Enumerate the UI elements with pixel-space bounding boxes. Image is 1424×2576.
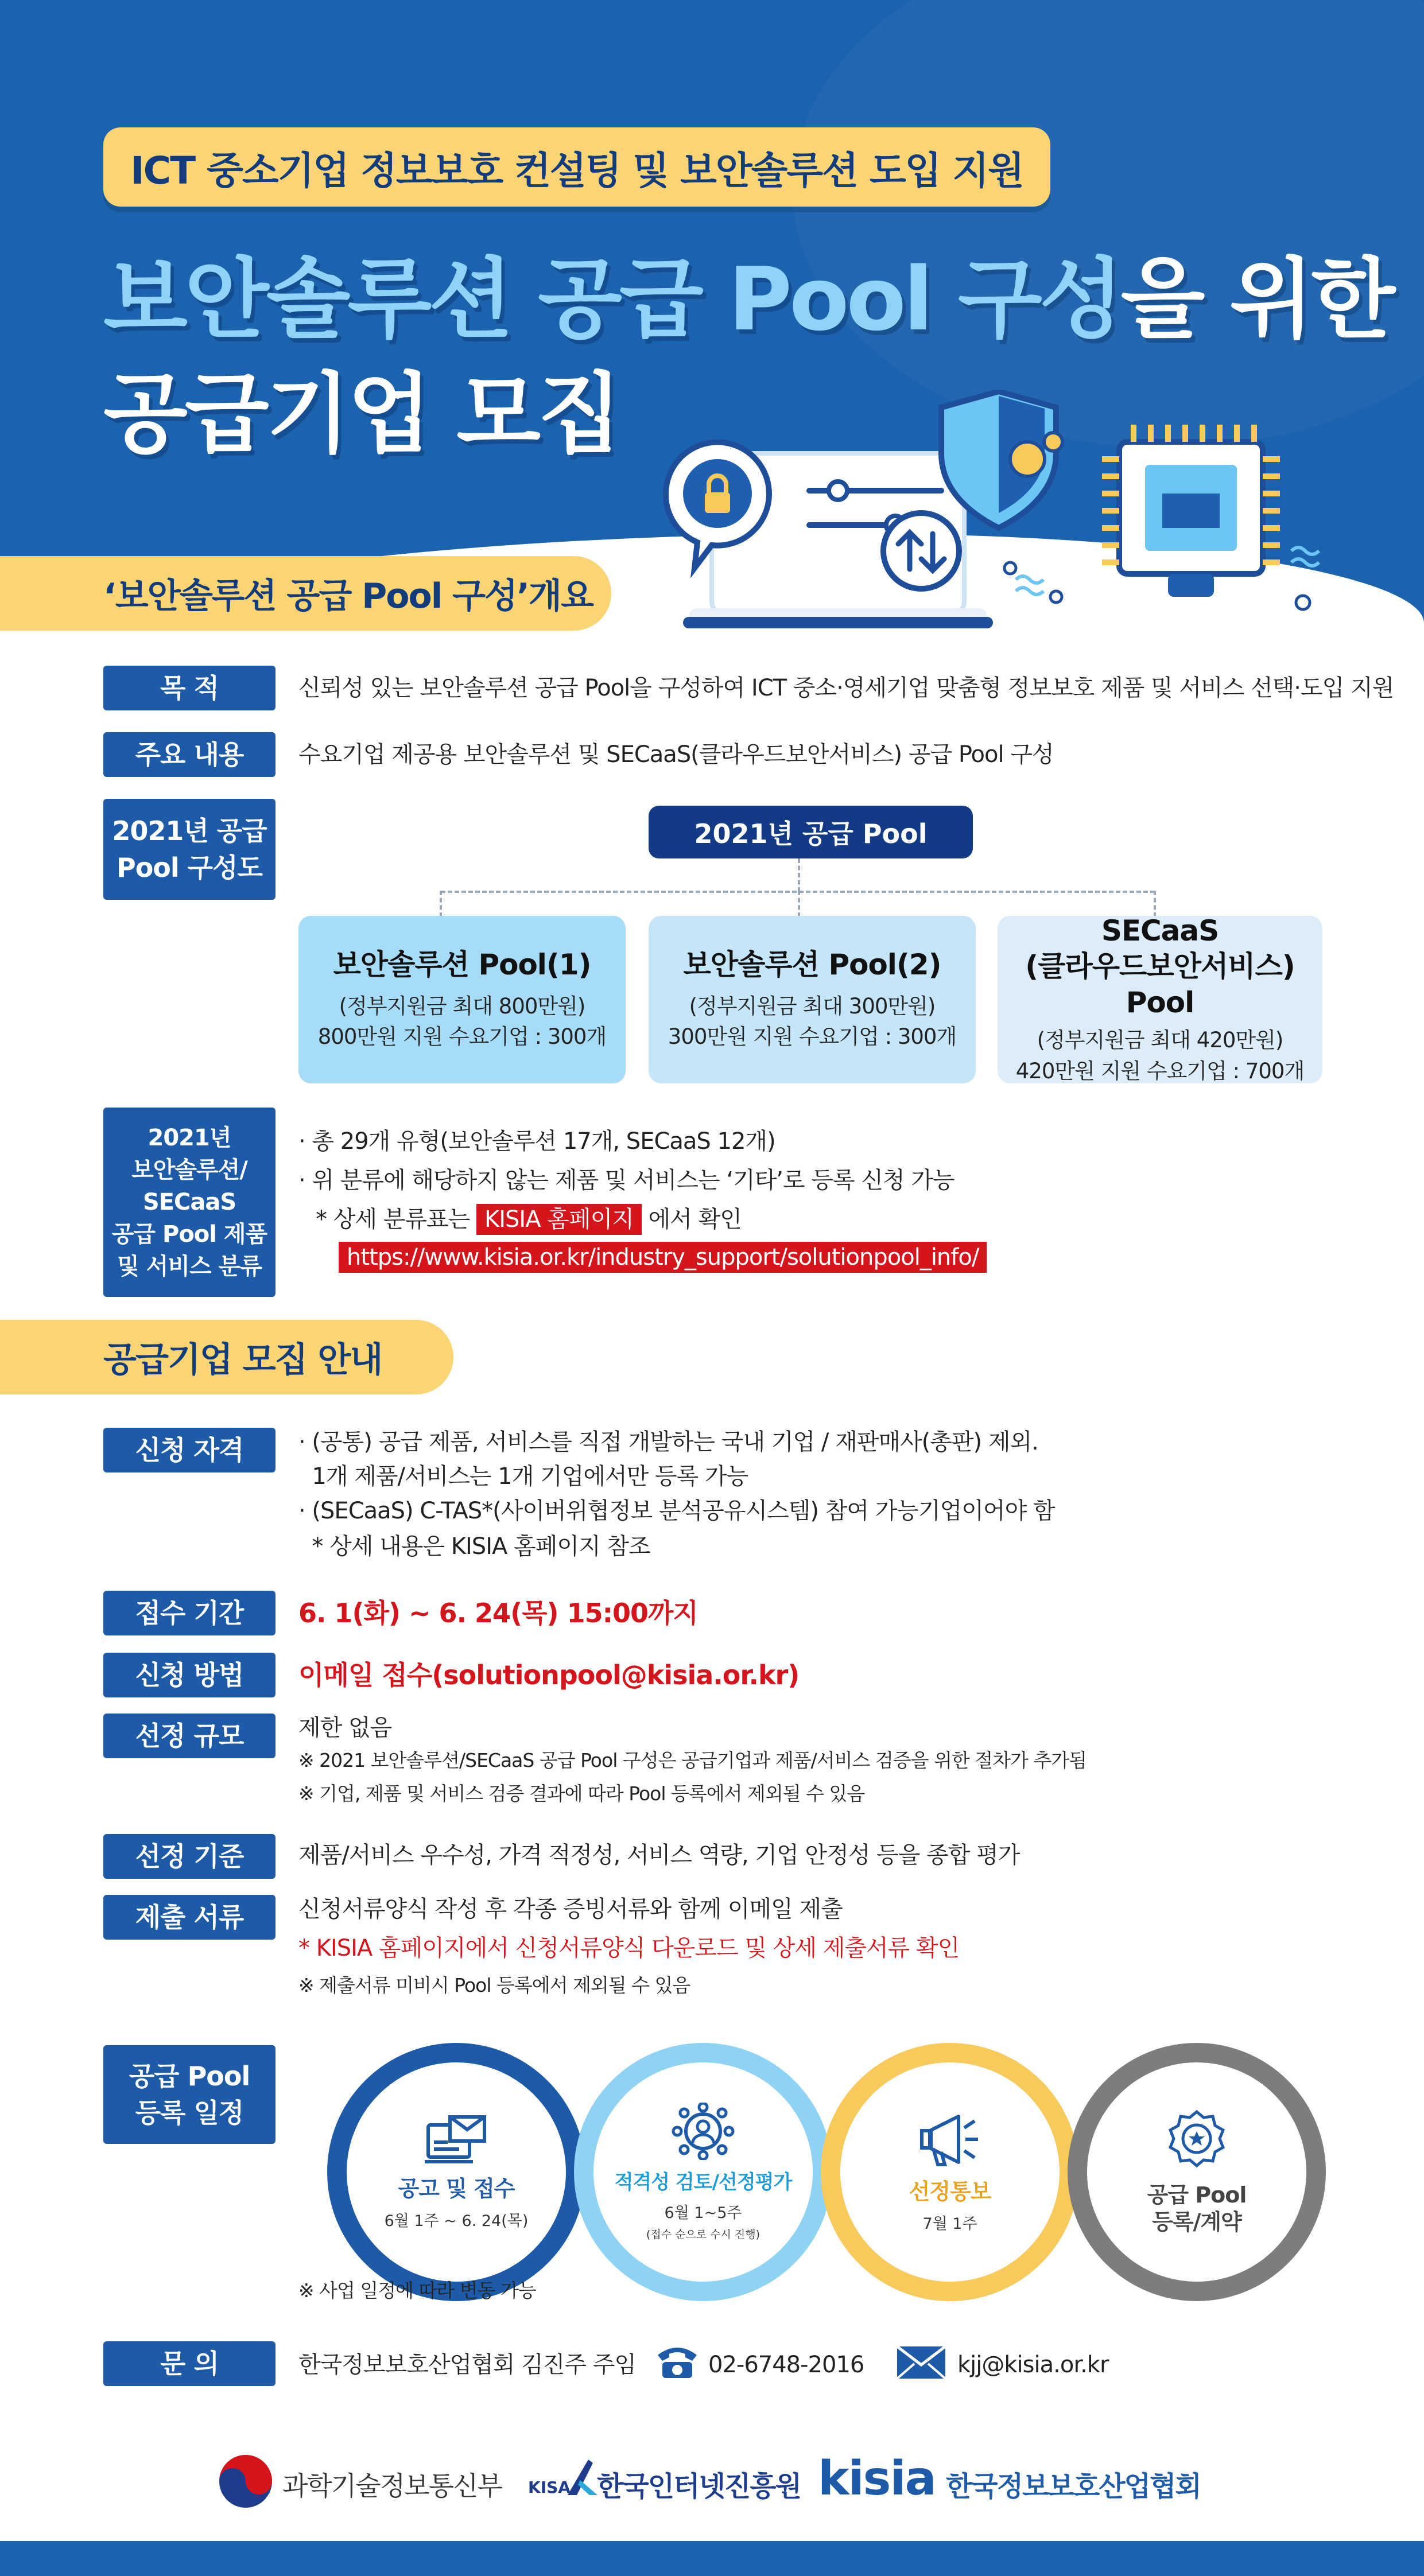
schedule-step-title: 선정통보: [909, 2178, 991, 2204]
footer-logos: [0, 2449, 1424, 2512]
criteria-label: [103, 1834, 276, 1879]
program-subtitle: ICT 중소기업 정보보호 컨설팅 및 보안솔루션 도입 지원: [103, 127, 1050, 207]
classify-line1: · 총 29개 유형(보안솔루션 17개, SECaaS 12개): [298, 1128, 775, 1155]
schedule-step-2: [574, 2043, 832, 2301]
schedule-step-date: 7월 1주: [922, 2215, 977, 2233]
period-text: 6. 1(화) ~ 6. 24(목) 15:00까지: [298, 1598, 698, 1629]
contact-label-text: 문 의: [160, 2348, 219, 2379]
pool-count: 420만원 지원 수요기업 : 700개: [1015, 1058, 1305, 1083]
schedule-step-3: [821, 2043, 1079, 2301]
content-text: 수요기업 제공용 보안솔루션 및 SECaaS(클라우드보안서비스) 공급 Pool 구성: [298, 741, 1054, 768]
pool-subsidy: (정부지원금 최대 300만원): [689, 993, 936, 1019]
schedule-step-title: 적격성 검토/선정평가: [614, 2170, 792, 2194]
recruit-section-title: 공급기업 모집 안내: [0, 1320, 453, 1394]
classify-line3-post: 에서 확인: [648, 1206, 742, 1233]
megaphone-icon: [918, 2111, 981, 2168]
pool-box-solution-1: [298, 916, 626, 1083]
qualification-label: [103, 1428, 276, 1472]
pool-title: SECaaS (클라우드보안서비스) Pool: [1025, 914, 1295, 1019]
schedule-label: [103, 2045, 276, 2144]
classify-line2: · 위 분류에 해당하지 않는 제품 및 서비스는 ‘기타’로 등록 신청 가능: [298, 1167, 954, 1194]
schedule-step-1: [327, 2043, 585, 2301]
mail-icon: [425, 2113, 488, 2165]
pool-box-solution-2: [649, 916, 976, 1083]
documents-text: 신청서류양식 작성 후 각종 증빙서류와 함께 이메일 제출: [298, 1896, 843, 1922]
security-illustration: [643, 390, 1332, 631]
structure-label: [103, 799, 276, 900]
classify-url-link[interactable]: https://www.kisia.or.kr/industry_support/solutionpool_info/: [339, 1242, 987, 1273]
qualification-line: · (공통) 공급 제품, 서비스를 직접 개발하는 국내 기업 / 재판매사(총판) 제외.: [298, 1429, 1038, 1455]
qualification-line: 1개 제품/서비스는 1개 기업에서만 등록 가능: [298, 1463, 748, 1490]
main-title-line1: [103, 230, 1392, 355]
schedule-step-title: 공급 Pool 등록/계약: [1147, 2182, 1247, 2235]
method-text: 이메일 접수(solutionpool@kisia.or.kr): [298, 1660, 800, 1691]
qualification-line: * 상세 내용은 KISIA 홈페이지 참조: [298, 1533, 650, 1560]
sync-arrows-icon: [883, 513, 959, 589]
main-title-line2: 공급기업 모집: [103, 363, 619, 465]
contact-label: [103, 2341, 276, 2386]
contact-phone[interactable]: 02-6748-2016: [708, 2352, 864, 2378]
classify-url-row: [339, 1242, 987, 1273]
classify-label: [103, 1108, 276, 1297]
title-highlight: 보안솔루션 공급 Pool 구성: [103, 248, 1121, 350]
chip-icon: [1102, 425, 1280, 597]
logo-kisia: 한국정보보호산업협회: [946, 2470, 1201, 2503]
connector-line: [440, 891, 442, 917]
purpose-label-text: 목 적: [160, 672, 219, 704]
criteria-label-text: 선정 기준: [135, 1840, 244, 1872]
method-label-text: 신청 방법: [135, 1659, 244, 1691]
pool-title: 보안솔루션 Pool(2): [683, 948, 941, 982]
documents-red-note: * KISIA 홈페이지에서 신청서류양식 다운로드 및 상세 제출서류 확인: [298, 1935, 960, 1961]
schedule-step-4: [1068, 2043, 1326, 2301]
pool-box-secaas: [998, 916, 1322, 1083]
scale-note: ※ 2021 보안솔루션/SECaaS 공급 Pool 구성은 공급기업과 제품/서비스 검증을 위한 절차가 추가됨: [298, 1749, 1087, 1771]
method-label: [103, 1653, 276, 1697]
contact-name: 한국정보보호산업협회 김진주 주임: [298, 2352, 637, 2378]
content-label-text: 주요 내용: [135, 739, 244, 770]
pool-count: 800만원 지원 수요기업 : 300개: [317, 1024, 607, 1050]
pool-count: 300만원 지원 수요기업 : 300개: [668, 1024, 957, 1050]
content-label: [103, 732, 276, 777]
purpose-label: [103, 666, 276, 710]
criteria-text: 제품/서비스 우수성, 가격 적정성, 서비스 역량, 기업 안정성 등을 종합 평가: [298, 1842, 1020, 1868]
schedule-note: ※ 사업 일정에 따라 변동 가능: [298, 2279, 536, 2302]
schedule-step-title: 공고 및 접수: [398, 2175, 515, 2201]
pool-head: 2021년 공급 Pool: [649, 806, 973, 858]
schedule-label-text: 공급 Pool 등록 일정: [129, 2060, 250, 2128]
classify-line3-pre: * 상세 분류표는: [316, 1206, 470, 1233]
connector-line: [798, 858, 800, 892]
pool-subsidy: (정부지원금 최대 420만원): [1037, 1028, 1283, 1053]
pool-subsidy: (정부지원금 최대 800만원): [339, 993, 585, 1019]
scale-text: 제한 없음: [298, 1715, 392, 1741]
contact-email[interactable]: kjj@kisia.or.kr: [957, 2352, 1109, 2378]
overview-section-title: ‘보안솔루션 공급 Pool 구성’개요: [0, 556, 611, 631]
classify-label-text: 2021년 보안솔루션/ SECaaS 공급 Pool 제품 및 서비스 분류: [111, 1125, 267, 1280]
documents-label: [103, 1895, 276, 1940]
classify-line3: [316, 1204, 742, 1235]
kisa-logo-icon: [565, 2457, 600, 2497]
schedule-step-date: 6월 1~5주: [664, 2204, 742, 2223]
taegeuk-logo-icon: [218, 2454, 273, 2509]
logo-kisa: 한국인터넷진흥원: [597, 2470, 801, 2503]
scale-note: ※ 기업, 제품 및 서비스 검증 결과에 따라 Pool 등록에서 제외될 수 있음: [298, 1782, 865, 1805]
schedule-step-extra: (접수 순으로 수시 진행): [646, 2228, 760, 2241]
structure-label-text: 2021년 공급 Pool 구성도: [112, 815, 267, 883]
phone-icon: [654, 2342, 700, 2380]
pool-title: 보안솔루션 Pool(1): [333, 948, 591, 982]
documents-note: ※ 제출서류 미비시 Pool 등록에서 제외될 수 있음: [298, 1974, 690, 1996]
period-label: [103, 1591, 276, 1635]
qualification-line: · (SECaaS) C-TAS*(사이버위협정보 분석공유시스템) 참여 가능기업이어야 함: [298, 1498, 1055, 1524]
email-icon: [895, 2345, 947, 2380]
qualification-label-text: 신청 자격: [135, 1434, 244, 1466]
schedule-step-date: 6월 1주 ~ 6. 24(목): [384, 2212, 529, 2231]
documents-label-text: 제출 서류: [135, 1901, 244, 1933]
footer-bar: [0, 2541, 1424, 2576]
kisia-homepage-link[interactable]: KISIA 홈페이지: [476, 1204, 642, 1235]
badge-icon: [1165, 2108, 1228, 2171]
network-icon: [672, 2103, 735, 2160]
logo-kisa-small: KISA: [528, 2478, 571, 2497]
purpose-text: 신뢰성 있는 보안솔루션 공급 Pool을 구성하여 ICT 중소·영세기업 맞춤형 정보보호 제품 및 서비스 선택·도입 지원: [298, 675, 1394, 701]
scale-label-text: 선정 규모: [135, 1720, 244, 1751]
connector-line: [798, 891, 800, 917]
logo-kisia-brand: kisia: [818, 2451, 936, 2506]
logo-msit: 과학기술정보통신부: [282, 2470, 502, 2501]
scale-label: [103, 1714, 276, 1758]
banner-decoration: [793, 0, 1424, 448]
period-label-text: 접수 기간: [135, 1597, 244, 1629]
title-rest: 을 위한: [1120, 248, 1393, 350]
